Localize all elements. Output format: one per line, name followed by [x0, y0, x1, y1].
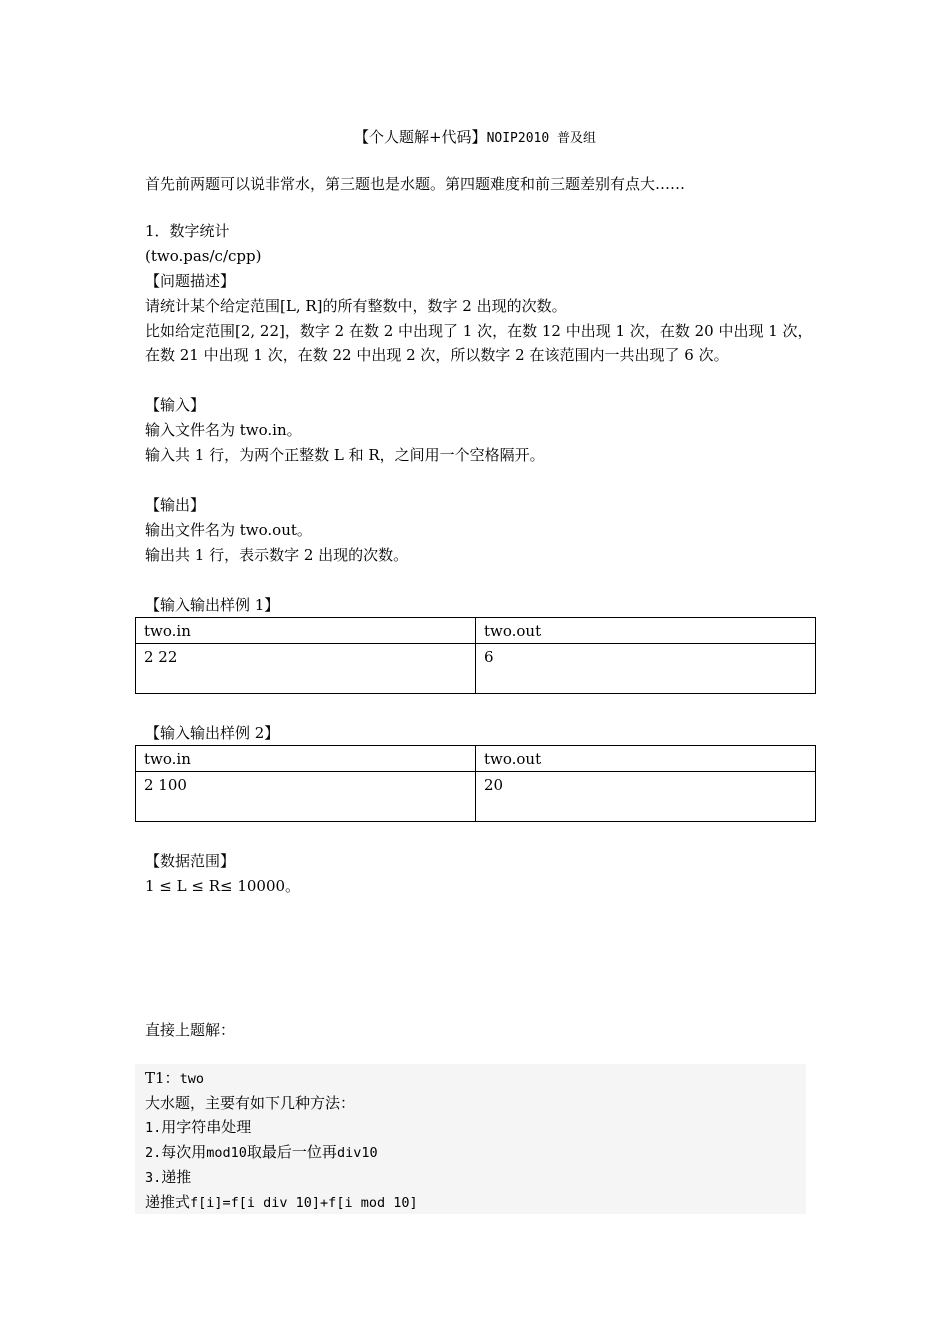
title-part-contest: NOIP2010 普及组 — [486, 131, 597, 146]
sample-1-col-in: two.in — [136, 618, 476, 644]
code-line-3 — [145, 1115, 251, 1141]
output-heading: 【输出】 — [145, 496, 206, 514]
sample-1-heading: 【输入输出样例 1】 — [145, 596, 280, 614]
code-line-2: 大水题，主要有如下几种方法： — [145, 1094, 356, 1112]
code-line-4-mono-b: div10 — [336, 1145, 378, 1161]
sample-2-col-in: two.in — [136, 746, 476, 772]
code-line-4-text-a: 每次用 — [161, 1143, 207, 1161]
table-row — [136, 772, 816, 822]
sample-1-val-out: 6 — [476, 644, 816, 694]
code-line-1 — [145, 1066, 204, 1092]
code-t1-name: two — [179, 1071, 204, 1087]
code-line-4-mono-a: mod10 — [206, 1145, 247, 1161]
table-row — [136, 644, 816, 694]
code-line-5-num: 3. — [145, 1170, 162, 1186]
description-line-1: 请统计某个给定范围[L, R]的所有整数中，数字 2 出现的次数。 — [145, 297, 567, 315]
code-line-5-text: 递推 — [161, 1168, 192, 1186]
code-line-4-num: 2. — [145, 1145, 162, 1161]
code-line-6-mono: f[i]=f[i div 10]+f[i mod 10] — [190, 1195, 418, 1211]
problem-files: (two.pas/c/cpp) — [145, 247, 262, 265]
code-line-3-num: 1. — [145, 1120, 162, 1136]
input-line-1: 输入文件名为 two.in。 — [145, 421, 302, 439]
problem-heading: 1．数字统计 — [145, 222, 230, 240]
sample-1-table — [135, 617, 816, 694]
title-part-bracket: 【个人题解+代码】 — [353, 128, 487, 146]
intro-paragraph: 首先前两题可以说非常水，第三题也是水题。第四题难度和前三题差别有点大…… — [145, 175, 686, 193]
table-row — [136, 746, 816, 772]
document-title — [0, 126, 950, 150]
input-line-2: 输入共 1 行，为两个正整数 L 和 R，之间用一个空格隔开。 — [145, 446, 545, 464]
code-line-5 — [145, 1165, 191, 1191]
code-line-3-text: 用字符串处理 — [161, 1118, 252, 1136]
sample-2-heading: 【输入输出样例 2】 — [145, 724, 280, 742]
range-line: 1 ≤ L ≤ R≤ 10000。 — [145, 877, 301, 895]
code-line-6 — [145, 1190, 418, 1216]
code-t1-label: T1： — [145, 1069, 180, 1087]
description-line-2: 比如给定范围[2, 22]，数字 2 在数 2 中出现了 1 次，在数 12 中出现 1 次，在数 20 中出现 1 次， — [145, 322, 813, 340]
description-line-3: 在数 21 中出现 1 次，在数 22 中出现 2 次，所以数字 2 在该范围内一共出现了 6 次。 — [145, 346, 729, 364]
sample-2-table — [135, 745, 816, 822]
sample-1-col-out: two.out — [476, 618, 816, 644]
output-line-2: 输出共 1 行，表示数字 2 出现的次数。 — [145, 546, 409, 564]
code-line-4 — [145, 1140, 378, 1166]
code-line-4-text-b: 取最后一位再 — [246, 1143, 337, 1161]
code-line-6-text: 递推式 — [145, 1193, 191, 1211]
sample-2-val-in: 2 100 — [136, 772, 476, 822]
range-heading: 【数据范围】 — [145, 852, 236, 870]
input-heading: 【输入】 — [145, 396, 206, 414]
output-line-1: 输出文件名为 two.out。 — [145, 521, 312, 539]
solution-heading: 直接上题解： — [145, 1021, 236, 1039]
description-heading: 【问题描述】 — [145, 272, 236, 290]
sample-2-col-out: two.out — [476, 746, 816, 772]
table-row — [136, 618, 816, 644]
sample-1-val-in: 2 22 — [136, 644, 476, 694]
sample-2-val-out: 20 — [476, 772, 816, 822]
